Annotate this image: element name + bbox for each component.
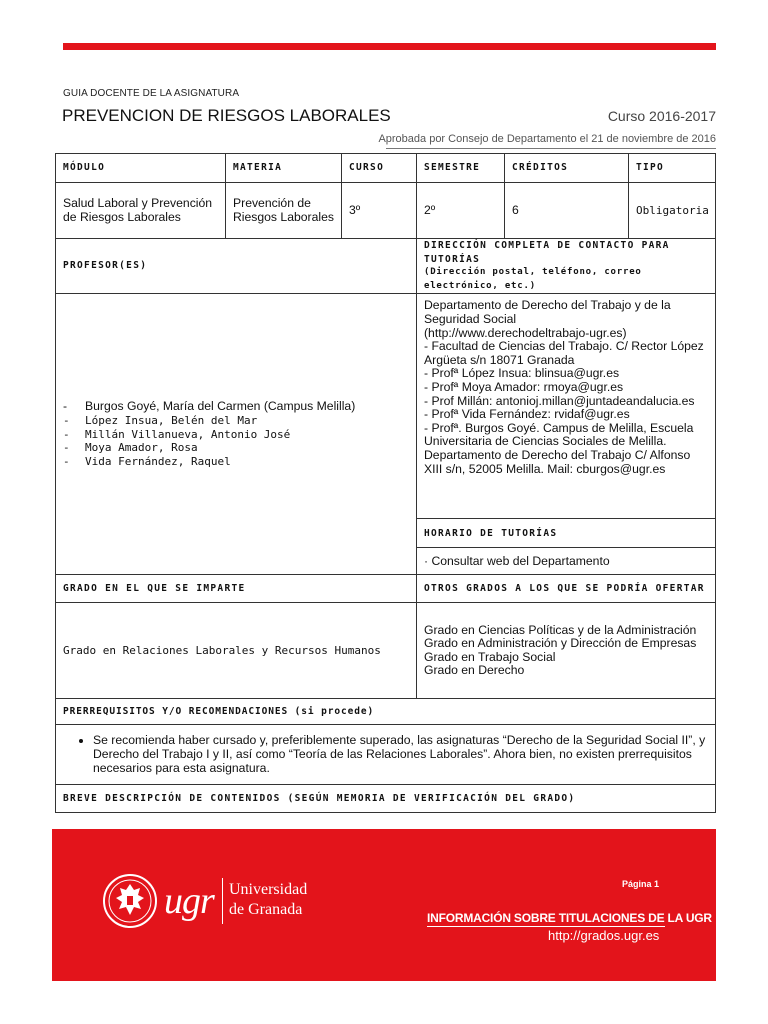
info-underline bbox=[427, 926, 665, 927]
horario-value: · Consultar web del Departamento bbox=[417, 548, 716, 575]
profesor-item: - Burgos Goyé, María del Carmen (Campus Melilla) bbox=[85, 400, 409, 414]
profesor-item: - Millán Villanueva, Antonio José bbox=[85, 428, 409, 442]
titulaciones-info: INFORMACIÓN SOBRE TITULACIONES DE LA UGR bbox=[427, 911, 712, 925]
direccion-title: DIRECCIÓN COMPLETA DE CONTACTO PARA TUTORÍAS bbox=[424, 240, 670, 265]
profesor-item: - López Insua, Belén del Mar bbox=[85, 414, 409, 428]
contacto-line: - Profª López Insua: blinsua@ugr.es bbox=[424, 366, 620, 381]
otro-grado-item: Grado en Administración y Dirección de Empresas bbox=[424, 636, 697, 651]
contacto-line: - Profª Vida Fernández: rvidaf@ugr.es bbox=[424, 407, 630, 422]
grados-link[interactable]: http://grados.ugr.es bbox=[548, 928, 660, 943]
academic-year: Curso 2016-2017 bbox=[607, 108, 716, 124]
ugr-logo-text: ugr bbox=[164, 880, 214, 922]
otro-grado-item: Grado en Ciencias Políticas y de la Administración bbox=[424, 622, 697, 637]
header-semestre: SEMESTRE bbox=[417, 154, 505, 183]
profesor-item: - Moya Amador, Rosa bbox=[85, 441, 409, 455]
footer-banner bbox=[52, 829, 716, 981]
cell-creditos: 6 bbox=[505, 183, 629, 239]
course-info-table bbox=[55, 153, 716, 813]
contacto-cell bbox=[417, 294, 716, 519]
grado-value: Grado en Relaciones Laborales y Recursos Humanos bbox=[56, 603, 417, 699]
profesores-list bbox=[63, 400, 409, 468]
ugr-seal-icon bbox=[100, 872, 160, 930]
header-curso: CURSO bbox=[342, 154, 417, 183]
header-materia: MATERIA bbox=[226, 154, 342, 183]
header-creditos: CRÉDITOS bbox=[505, 154, 629, 183]
profesores-cell bbox=[56, 294, 417, 575]
prereq-cell bbox=[56, 725, 716, 785]
contacto-line: - Profª Moya Amador: rmoya@ugr.es bbox=[424, 379, 624, 394]
horario-header: HORARIO DE TUTORÍAS bbox=[417, 519, 716, 548]
contacto-line: (http://www.derechodeltrabajo-ugr.es) bbox=[424, 325, 627, 340]
university-name-line2: de Granada bbox=[229, 901, 303, 918]
otros-grados-cell bbox=[417, 603, 716, 699]
guide-label: GUIA DOCENTE DE LA ASIGNATURA bbox=[63, 88, 240, 99]
contacto-line: - Profª. Burgos Goyé. Campus de Melilla, Escuela Universitaria de Ciencias Sociales de Melilla. Departamento de Derecho del Trabajo C/ Alfonso XIII s/n, 52005 Melilla. Mail: cburgos@ugr.es bbox=[424, 420, 694, 476]
approval-underline bbox=[386, 148, 716, 149]
top-red-bar bbox=[63, 43, 716, 50]
otro-grado-item: Grado en Trabajo Social bbox=[424, 649, 556, 664]
header-tipo: TIPO bbox=[629, 154, 716, 183]
course-title: PREVENCION DE RIESGOS LABORALES bbox=[62, 106, 391, 125]
prereq-item: • Se recomienda haber cursado y, preferiblemente superado, las asignaturas “Derecho de la Seguridad Social II”, y Derecho del Trabajo I y II, así como “Teoría de las Relaciones Laborales”. Ahora bien, no existen prerrequisitos necesarios para esta asignatura. bbox=[93, 734, 708, 775]
direccion-header bbox=[417, 239, 716, 294]
page-number: Página 1 bbox=[622, 879, 660, 889]
contacto-line: Departamento de Derecho del Trabajo y de la Seguridad Social bbox=[424, 298, 671, 326]
header-modulo: MÓDULO bbox=[56, 154, 226, 183]
cell-modulo: Salud Laboral y Prevención de Riesgos Laborales bbox=[56, 183, 226, 239]
grado-header: GRADO EN EL QUE SE IMPARTE bbox=[56, 575, 417, 603]
breve-descripcion-header: BREVE DESCRIPCIÓN DE CONTENIDOS (SEGÚN MEMORIA DE VERIFICACIÓN DEL GRADO) bbox=[56, 785, 716, 813]
contacto-line: - Facultad de Ciencias del Trabajo. C/ Rector López Argüeta s/n 18071 Granada bbox=[424, 339, 704, 367]
university-name-line1: Universidad bbox=[229, 881, 308, 898]
otros-grados-header: OTROS GRADOS A LOS QUE SE PODRÍA OFERTAR bbox=[417, 575, 716, 603]
profesor-item: - Vida Fernández, Raquel bbox=[85, 455, 409, 469]
otro-grado-item: Grado en Derecho bbox=[424, 663, 525, 678]
logo-separator bbox=[222, 878, 223, 924]
approval-note: Aprobada por Consejo de Departamento el 21 de noviembre de 2016 bbox=[378, 133, 716, 145]
prereq-header: PRERREQUISITOS Y/O RECOMENDACIONES (si procede) bbox=[56, 699, 716, 725]
cell-tipo: Obligatoria bbox=[629, 183, 716, 239]
cell-semestre: 2º bbox=[417, 183, 505, 239]
cell-curso: 3º bbox=[342, 183, 417, 239]
direccion-subtitle: (Dirección postal, teléfono, correo electrónico, etc.) bbox=[424, 267, 642, 291]
contacto-line: - Prof Millán: antonioj.millan@juntadeandalucia.es bbox=[424, 393, 695, 408]
prereq-list bbox=[63, 734, 708, 775]
profesores-header: PROFESOR(ES) bbox=[56, 239, 417, 294]
cell-materia: Prevención de Riesgos Laborales bbox=[226, 183, 342, 239]
